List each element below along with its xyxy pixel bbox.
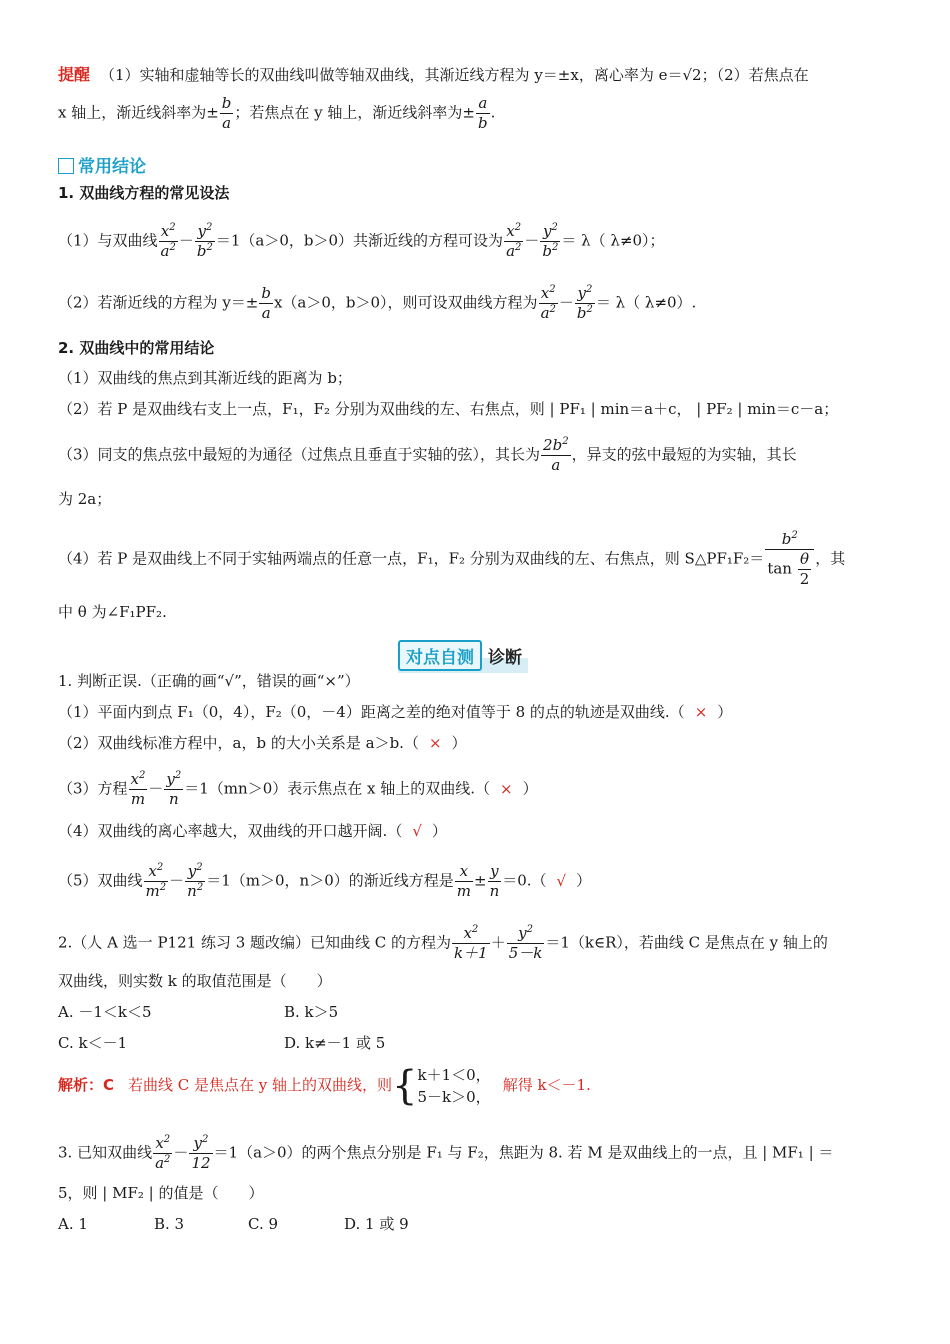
fraction-y2-b2-2: $\frac{y^2}{b^2}$ [542, 222, 559, 260]
section-title-text: 常用结论 [78, 157, 146, 177]
part2-item4-cont: 中 θ 为∠F₁PF₂. [58, 603, 167, 621]
q2-solution-end: 解得 k＜－1. [502, 1076, 591, 1094]
q1-close-5: ） [576, 871, 592, 890]
part2-item3-text-a: （3）同支的焦点弦中最短的为通径（过焦点且垂直于实轴的弦），其长为 [58, 445, 541, 464]
q2-line-1: 2.（人 A 选一 P121 练习 3 题改编）已知曲线 C 的方程为 $\frac{x^2}{k+1}$ ＋ $\frac{y^2}{5-k}$ ＝1（k∈R），若曲线 C 是焦点在 y 轴上的 [58, 924, 828, 962]
fraction-a-over-b: $\frac{a}{b}$ [478, 94, 488, 132]
q1-answer-4: √ [412, 822, 422, 840]
q3-option-b: B. 3 [154, 1215, 185, 1233]
q3-option-d: D. 1 或 9 [344, 1215, 409, 1233]
fraction-y2-n2: $\frac{y^2}{n^2}$ [187, 862, 204, 900]
fraction-b-a: $\frac{b}{a}$ [261, 284, 271, 322]
part2-item3-text-b: ，异支的弦中最短的为实轴，其长 [571, 445, 797, 464]
q3-option-c: C. 9 [248, 1215, 279, 1233]
q1-s5: （5）双曲线 $\frac{x^2}{m^2}$ － $\frac{y^2}{n^2}$ ＝1（m＞0，n＞0）的渐近线方程是 $\frac{x}{m}$ ± $\frac{y}{n}$ ＝0.（ √ ） [58, 862, 592, 900]
q1-s1 [58, 701, 732, 723]
q1-s4 [58, 820, 447, 842]
part1-item2-text-c: ＝ λ（ λ≠0）. [595, 293, 697, 312]
diagnosis-label: 诊断 [488, 648, 522, 668]
brace-icon: { [392, 1063, 418, 1109]
part2-item4 [58, 532, 845, 587]
fraction-x2-a2-q3: $\frac{x^2}{a^2}$ [155, 1134, 171, 1172]
q3-text-a: 3. 已知双曲线 [58, 1143, 153, 1162]
tip-text-2b: ；若焦点在 y 轴上，渐近线斜率为± [234, 103, 475, 122]
q1-s1-text: （1）平面内到点 F₁（0，4），F₂（0，－4）距离之差的绝对值等于 8 的点的轨迹是双曲线.（ [58, 703, 685, 721]
q1-close-1: ） [717, 703, 733, 721]
tip-line-2 [58, 96, 495, 131]
fraction-y2-12: $\frac{y^2}{12}$ [191, 1134, 211, 1172]
fraction-b-over-a: $\frac{b}{a}$ [221, 94, 232, 132]
q1-answer-2: × [428, 734, 442, 752]
tip-label: 提醒 [58, 65, 91, 84]
fraction-x2-a2-3: $\frac{x^2}{a^2}$ [540, 284, 556, 322]
fraction-y2-b2: $\frac{y^2}{b^2}$ [196, 222, 213, 260]
fraction-y2-5k: $\frac{y^2}{5-k}$ [508, 924, 543, 962]
fraction-y-n: $\frac{y}{n}$ [489, 862, 500, 900]
part1-item1-text-b: ＝1（a＞0，b＞0）共渐近线的方程可设为 [215, 231, 504, 250]
q1-s3-text-b: ＝1（mn＞0）表示焦点在 x 轴上的双曲线.（ [184, 779, 491, 798]
part2-item4-text-b: ，其 [815, 549, 846, 568]
q3-line-2: 5，则 | MF₂ | 的值是（ ） [58, 1184, 264, 1202]
q2-text-a: 2.（人 A 选一 P121 练习 3 题改编）已知曲线 C 的方程为 [58, 933, 452, 952]
section-title [58, 156, 146, 178]
part2-item3 [58, 438, 797, 473]
q1-close-2: ） [451, 734, 467, 752]
q2-system-1: k＋1＜0， [417, 1066, 491, 1084]
fraction-2b2-a: $\frac{2b^2}{a}$ [543, 436, 569, 474]
q2-solution-text: 若曲线 C 是焦点在 y 轴上的双曲线，则 [128, 1076, 393, 1094]
q1-stem: 1. 判断正误.（正确的画“√”，错误的画“×”） [58, 672, 360, 690]
q2-system-2: 5－k＞0， [417, 1088, 491, 1106]
q1-s4-text: （4）双曲线的离心率越大，双曲线的开口越开阔.（ [58, 822, 403, 840]
part1-item2: （2）若渐近线的方程为 y＝± $\frac{b}{a}$ x（a＞0，b＞0），则可设双曲线方程为 $\frac{x^2}{a^2}$ － $\frac{y^2}{b^2}$ ＝ λ（ λ≠0）. [58, 284, 697, 322]
q1-s3: （3）方程 $\frac{x^2}{m}$ － $\frac{y^2}{n}$ ＝1（mn＞0）表示焦点在 x 轴上的双曲线.（ × ） [58, 770, 538, 808]
part2-item1: （1）双曲线的焦点到其渐近线的距离为 b； [58, 369, 352, 387]
part1-item1-text-a: （1）与双曲线 [58, 231, 158, 250]
tip-text-1: （1）实轴和虚轴等长的双曲线叫做等轴双曲线，其渐近线方程为 y＝±x，离心率为 e＝√2；（2）若焦点在 [100, 66, 809, 84]
q2-option-c: C. k＜－1 [58, 1034, 128, 1052]
fraction-x2-a2-2: $\frac{x^2}{a^2}$ [506, 222, 522, 260]
fraction-x2-a2: $\frac{x^2}{a^2}$ [160, 222, 176, 260]
tip-line-1 [58, 64, 809, 86]
part2-item4-text-a: （4）若 P 是双曲线上不同于实轴两端点的任意一点，F₁，F₂ 分别为双曲线的左、右焦点，则 S△PF₁F₂＝ [58, 549, 765, 568]
fraction-y2-b2-3: $\frac{y^2}{b^2}$ [576, 284, 593, 322]
q3-option-a: A. 1 [58, 1215, 88, 1233]
fraction-b2-tan: $b^2$ tan $\frac{\theta}{2}$ [765, 532, 814, 587]
q2-option-d: D. k≠－1 或 5 [284, 1034, 386, 1052]
part1-item1: （1）与双曲线 $\frac{x^2}{a^2}$ － $\frac{y^2}{b^2}$ ＝1（a＞0，b＞0）共渐近线的方程可设为 $\frac{x^2}{a^2}$ － $\frac{y^2}{b^2}$ ＝ λ（ λ≠0）； [58, 222, 665, 260]
part1-item1-text-c: ＝ λ（ λ≠0）； [561, 231, 665, 250]
q1-s3-text-a: （3）方程 [58, 779, 128, 798]
tip-text-2c: . [490, 103, 496, 122]
q2-option-a: A. －1＜k＜5 [58, 1003, 152, 1021]
q2-solution [58, 1064, 591, 1108]
diagnosis-badge: 对点自测 [398, 640, 482, 671]
q1-s5-text-b: ＝1（m＞0，n＞0）的渐近线方程是 [206, 871, 454, 890]
q2-line-2: 双曲线，则实数 k 的取值范围是（ ） [58, 972, 332, 990]
checkbox-icon [58, 158, 74, 174]
part1-heading: 1. 双曲线方程的常见设法 [58, 184, 230, 202]
diagnosis-banner [398, 640, 528, 673]
part2-item2: （2）若 P 是双曲线右支上一点，F₁，F₂ 分别为双曲线的左、右焦点，则 | PF₁ | min＝a＋c， | PF₂ | min＝c－a； [58, 400, 839, 418]
fraction-x2-m2: $\frac{x^2}{m^2}$ [145, 862, 167, 900]
tip-text-2a: x 轴上，渐近线斜率为± [58, 103, 219, 122]
q2-solution-label: 解析：C [58, 1076, 115, 1094]
fraction-x2-k1: $\frac{x^2}{k+1}$ [454, 924, 488, 962]
q1-close-3: ） [522, 779, 538, 798]
part1-item2-text-a: （2）若渐近线的方程为 y＝± [58, 293, 259, 312]
q2-option-b: B. k＞5 [284, 1003, 339, 1021]
q1-s2 [58, 732, 467, 754]
q3-line-1: 3. 已知双曲线 $\frac{x^2}{a^2}$ － $\frac{y^2}{12}$ ＝1（a＞0）的两个焦点分别是 F₁ 与 F₂，焦距为 8. 若 M 是双曲线上的一点，且 | MF₁ | ＝ [58, 1134, 834, 1172]
q3-text-b: ＝1（a＞0）的两个焦点分别是 F₁ 与 F₂，焦距为 8. 若 M 是双曲线上的一点，且 | MF₁ | ＝ [213, 1143, 834, 1162]
fraction-x2-m: $\frac{x^2}{m}$ [130, 770, 146, 808]
fraction-x-m: $\frac{x}{m}$ [456, 862, 471, 900]
part2-item3-cont: 为 2a； [58, 490, 112, 508]
part2-heading: 2. 双曲线中的常用结论 [58, 339, 215, 357]
q1-s2-text: （2）双曲线标准方程中，a，b 的大小关系是 a＞b.（ [58, 734, 419, 752]
q1-answer-5: √ [556, 871, 567, 890]
q2-text-b: ＝1（k∈R），若曲线 C 是焦点在 y 轴上的 [545, 933, 828, 952]
q1-s5-text-c: ＝0.（ [502, 871, 547, 890]
fraction-y2-n: $\frac{y^2}{n}$ [166, 770, 182, 808]
part1-item2-text-b: x（a＞0，b＞0），则可设双曲线方程为 [273, 293, 538, 312]
q1-close-4: ） [431, 822, 447, 840]
q1-answer-1: × [694, 703, 708, 721]
q1-s5-text-a: （5）双曲线 [58, 871, 143, 890]
q1-answer-3: × [500, 779, 513, 798]
q2-system [418, 1064, 491, 1108]
